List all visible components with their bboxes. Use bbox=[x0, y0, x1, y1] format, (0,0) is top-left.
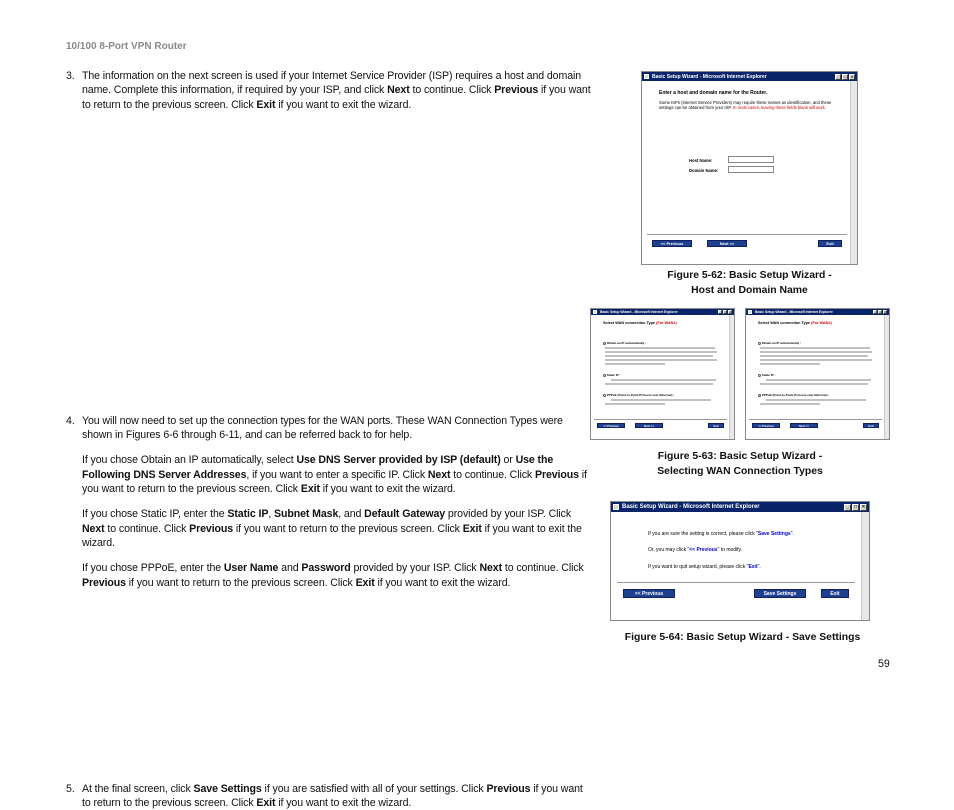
screenshot-wan2-type bbox=[745, 308, 890, 440]
close-icon[interactable]: × bbox=[729, 310, 731, 314]
exit-button[interactable]: Exit bbox=[708, 423, 724, 428]
previous-button[interactable]: << Previous bbox=[623, 589, 675, 598]
step-4 bbox=[66, 414, 592, 590]
scrollbar[interactable] bbox=[729, 315, 734, 439]
radio-static-ip[interactable] bbox=[758, 374, 761, 377]
scrollbar[interactable] bbox=[850, 81, 857, 264]
option-pppoe: PPPoE (Point-to-Point Protocol over Ethernet) : bbox=[758, 393, 829, 397]
divider bbox=[749, 419, 882, 420]
screenshot-wan1-type bbox=[590, 308, 735, 440]
window-titlebar: Basic Setup Wizard - Microsoft Internet Explorer _ □ × bbox=[746, 309, 889, 315]
host-domain-heading: Enter a host and domain name for the Router. bbox=[659, 90, 768, 96]
radio-static-ip[interactable] bbox=[603, 374, 606, 377]
next-button[interactable]: Next >> bbox=[707, 240, 747, 247]
option-static-ip: Static IP : bbox=[603, 373, 620, 377]
maximize-icon[interactable]: □ bbox=[853, 504, 858, 510]
option-obtain-ip: Obtain an IP automatically : bbox=[603, 341, 646, 345]
maximize-icon[interactable]: □ bbox=[724, 310, 726, 314]
ie-icon bbox=[644, 74, 649, 79]
divider bbox=[594, 419, 727, 420]
step-number: 3. bbox=[66, 70, 75, 82]
step-5 bbox=[66, 782, 592, 810]
close-icon[interactable]: × bbox=[860, 504, 867, 511]
divider bbox=[617, 582, 855, 583]
exit-button[interactable]: Exit bbox=[818, 240, 842, 247]
previous-button[interactable]: << Previous bbox=[652, 240, 692, 247]
minimize-icon[interactable]: _ bbox=[719, 310, 721, 314]
close-icon[interactable]: × bbox=[850, 74, 854, 79]
screenshot-save-settings bbox=[610, 501, 870, 621]
ie-icon bbox=[748, 310, 752, 314]
host-domain-description: Some ISPs (Internet Service Providers) may require these names as identification, and these settings can be obtained from your ISP. In most cases, leaving these fields blank will work. bbox=[659, 100, 832, 110]
minimize-icon[interactable]: _ bbox=[874, 310, 876, 314]
confirm-save-text: If you are sure the setting is correct, please click "Save Settings". bbox=[648, 531, 794, 537]
step-number: 5. bbox=[66, 782, 75, 795]
figure-5-64-caption: Figure 5-64: Basic Setup Wizard - Save Settings bbox=[624, 632, 861, 643]
close-icon[interactable]: × bbox=[884, 310, 886, 314]
radio-pppoe[interactable] bbox=[758, 394, 761, 397]
maximize-icon[interactable]: □ bbox=[879, 310, 881, 314]
step-3-text: The information on the next screen is used if your Internet Service Provider (ISP) requires a host and domain name. Complete this information, if required by your ISP, and click Next to continue. Click Previous if you want to return to the previous screen. Click Exit if you want to exit the wizard. bbox=[82, 70, 591, 111]
wan-type-heading: Select WAN connection Type (For WAN1) bbox=[603, 321, 677, 325]
host-name-input[interactable] bbox=[728, 156, 774, 163]
step-3 bbox=[66, 69, 592, 112]
divider bbox=[647, 234, 847, 235]
radio-pppoe[interactable] bbox=[603, 394, 606, 397]
option-static-ip: Static IP : bbox=[758, 373, 775, 377]
step-5-text: At the final screen, click Save Settings if you are satisfied with all of your settings. Click Previous if you want to return to the previous screen. Click Exit if you want to exit the wizard. bbox=[82, 782, 583, 810]
radio-obtain-ip[interactable] bbox=[758, 342, 761, 345]
modify-text: Or, you may click "<< Previous" to modify. bbox=[648, 547, 743, 553]
domain-name-input[interactable] bbox=[728, 166, 774, 173]
scrollbar[interactable] bbox=[884, 315, 889, 439]
previous-button[interactable]: << Previous bbox=[597, 423, 625, 428]
previous-button[interactable]: << Previous bbox=[752, 423, 780, 428]
step-4-pppoe: If you chose PPPoE, enter the User Name and Password provided by your ISP. Click Next to continue. Click Previous if you want to return to the previous screen. Click Exit if you want to exit the wizard. bbox=[82, 562, 584, 589]
next-button[interactable]: Next >> bbox=[790, 423, 818, 428]
host-name-label: Host Name: bbox=[689, 158, 713, 163]
minimize-icon[interactable]: _ bbox=[836, 74, 840, 79]
step-4-obtain-ip: If you chose Obtain an IP automatically, select Use DNS Server provided by ISP (default) or Use the Following DNS Server Addresses, if you want to enter a specific IP. Click Next to continue. Click Previous if you want to return to the previous screen. Click Exit if you want to exit the wizard. bbox=[82, 454, 587, 496]
step-number: 4. bbox=[66, 414, 75, 427]
next-button[interactable]: Next >> bbox=[635, 423, 663, 428]
window-titlebar: Basic Setup Wizard - Microsoft Internet Explorer _ □ × bbox=[642, 72, 857, 81]
ie-icon bbox=[593, 310, 597, 314]
maximize-icon[interactable]: □ bbox=[843, 74, 847, 79]
page-number: 59 bbox=[878, 658, 890, 670]
domain-name-label: Domain Name: bbox=[689, 168, 719, 173]
step-4-static-ip: If you chose Static IP, enter the Static IP, Subnet Mask, and Default Gateway provided by your ISP. Click Next to continue. Click Previous if you want to return to the previous screen. Click Exit if you want to exit the wizard. bbox=[82, 508, 582, 549]
wan-type-heading: Select WAN connection Type (For WAN2) bbox=[758, 321, 832, 325]
screenshot-host-domain bbox=[641, 71, 858, 265]
document-header: 10/100 8-Port VPN Router bbox=[66, 41, 187, 52]
window-titlebar: Basic Setup Wizard - Microsoft Internet Explorer _ □ × bbox=[591, 309, 734, 315]
scrollbar[interactable] bbox=[861, 512, 869, 620]
quit-text: If you want to quit setup wizard, please click "Exit". bbox=[648, 564, 761, 570]
minimize-icon[interactable]: _ bbox=[844, 504, 851, 511]
exit-button[interactable]: Exit bbox=[821, 589, 849, 598]
figure-5-63-caption: Figure 5-63: Basic Setup Wizard - Selecting WAN Connection Types bbox=[657, 451, 823, 477]
figure-5-62-caption: Figure 5-62: Basic Setup Wizard - Host and Domain Name bbox=[667, 270, 832, 296]
window-titlebar: Basic Setup Wizard - Microsoft Internet Explorer _ □ × bbox=[611, 502, 869, 512]
save-settings-button[interactable]: Save Settings bbox=[754, 589, 806, 598]
option-obtain-ip: Obtain an IP automatically : bbox=[758, 341, 801, 345]
option-pppoe: PPPoE (Point-to-Point Protocol over Ethernet) : bbox=[603, 393, 674, 397]
step-4-intro: You will now need to set up the connection types for the WAN ports. These WAN Connection Types were shown in Figures 6-6 through 6-11, and can be referred back to for help. bbox=[82, 414, 563, 442]
exit-button[interactable]: Exit bbox=[863, 423, 879, 428]
radio-obtain-ip[interactable] bbox=[603, 342, 606, 345]
ie-icon bbox=[613, 504, 619, 510]
